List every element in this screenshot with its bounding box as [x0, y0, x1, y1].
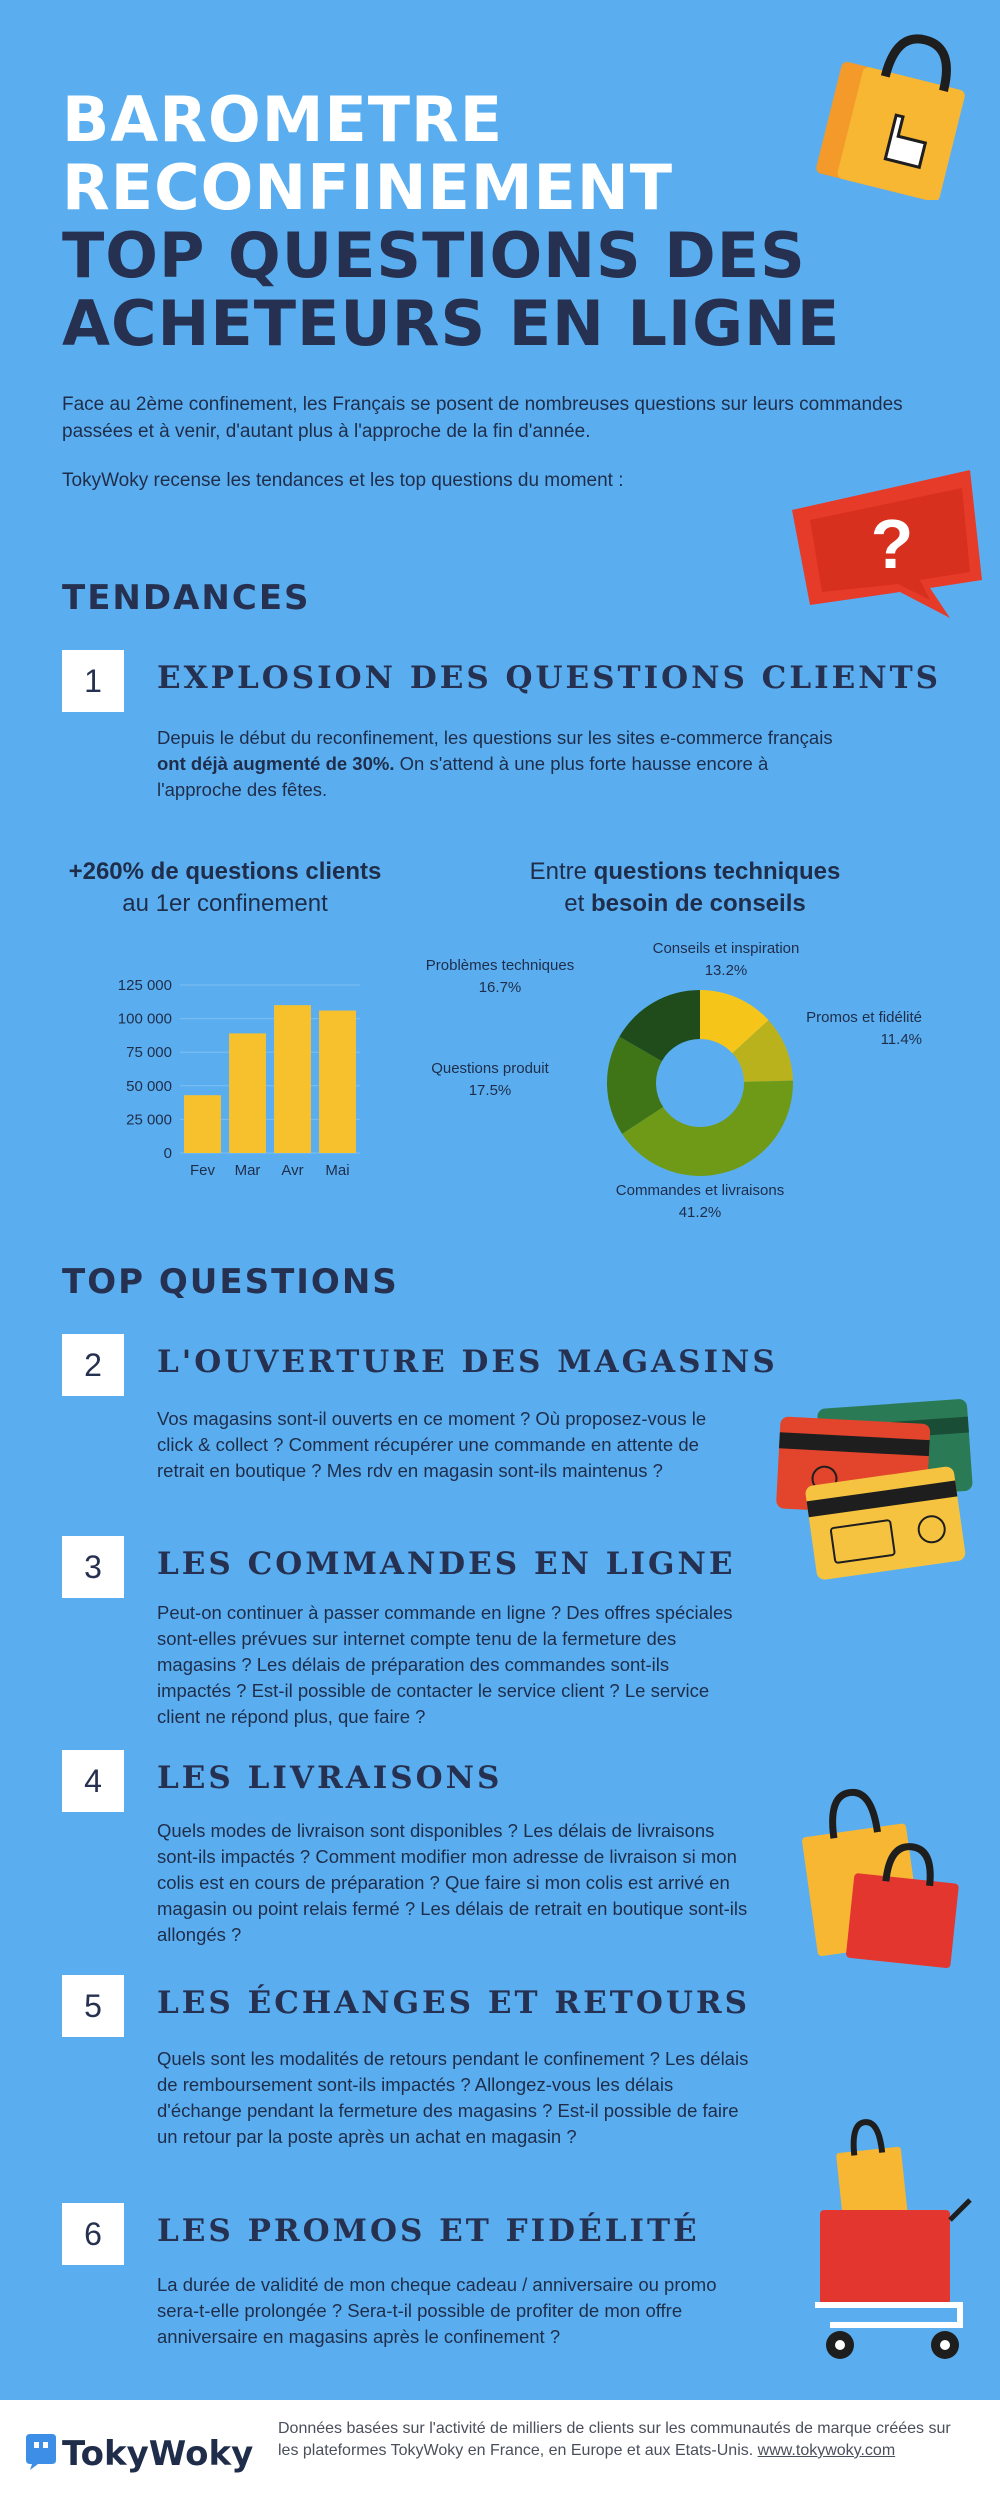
- shopping-bags-icon: [800, 1770, 970, 1970]
- donut-slice-label: Conseils et inspiration: [652, 940, 800, 957]
- question-bubble-icon: [780, 460, 990, 630]
- item-6-title: LES PROMOS ET FIDÉLITÉ: [157, 2213, 700, 2249]
- bar-y-tick-label: 100 000: [117, 1010, 172, 1028]
- pie-title-part-2: et: [564, 890, 591, 917]
- title-line-4: ACHETEURS EN LIGNE: [62, 287, 841, 360]
- footer-brand: TokyWoky: [62, 2434, 254, 2474]
- bar-x-tick-label: Avr: [281, 1162, 304, 1179]
- bar-avr: [274, 1005, 311, 1153]
- donut-slice-label: Promos et fidélité: [806, 1009, 922, 1026]
- bar-y-tick-label: 25 000: [126, 1111, 172, 1129]
- pie-title-bold-1: questions techniques: [593, 858, 841, 885]
- intro-paragraph-2: TokyWoky recense les tendances et les top questions du moment :: [62, 470, 624, 491]
- pie-title-bold-2: besoin de conseils: [590, 890, 806, 917]
- bar-x-tick-label: Mar: [234, 1162, 261, 1179]
- pie-chart-title-line-2: [470, 888, 900, 920]
- item-1-text-end: On s'attend à une plus forte hausse encore à l'approche des fêtes.: [157, 753, 769, 800]
- intro-paragraph-1: Face au 2ème confinement, les Français se posent de nombreuses questions sur leurs commandes passées et à venir, d'autant plus à l'approche de la fin d'année.: [62, 394, 903, 442]
- shopping-cart-icon: [810, 2110, 990, 2370]
- bar-fev: [184, 1095, 221, 1153]
- item-4-title: LES LIVRAISONS: [157, 1760, 503, 1796]
- credit-cards-icon: [770, 1390, 980, 1590]
- item-6-text: La durée de validité de mon cheque cadeau / anniversaire ou promo sera-t-elle prolongée ? Sera-t-il possible de profiter de mon offre anniversaire en magasins après le confinement ?: [157, 2274, 717, 2347]
- title-line-2: RECONFINEMENT: [62, 151, 674, 224]
- item-3-text: Peut-on continuer à passer commande en ligne ? Des offres spéciales sont-elles prévues sur internet compte tenu de la fermeture des magasins ? Les délais de préparation des commandes sont-ils impactés ? Est-il possible de contacter le service client ? Le service client ne répond plus, que faire ?: [157, 1602, 733, 1727]
- bar-y-tick-label: 50 000: [126, 1077, 172, 1095]
- bar-chart-title: [45, 856, 405, 920]
- title-line-1: BAROMETRE: [62, 83, 504, 156]
- tokywoky-logo-icon: [24, 2432, 58, 2472]
- item-1-number: 1: [62, 650, 124, 712]
- bar-x-tick-label: Fev: [189, 1162, 216, 1179]
- item-2-number: 2: [62, 1334, 124, 1396]
- footer-description: Données basées sur l'activité de milliers de clients sur les communautés de marque créées sur les plateformes TokyWoky en France, en Europe et aux Etats-Unis.: [278, 2420, 951, 2459]
- footer-link[interactable]: www.tokywoky.com: [757, 2442, 896, 2459]
- donut-slice-percent: 11.4%: [880, 1031, 922, 1048]
- item-2-text: Vos magasins sont-il ouverts en ce moment ? Où proposez-vous le click & collect ? Comment récupérer une commande en attente de retrait en boutique ? Mes rdv en magasin sont-ils maintenus ?: [157, 1408, 707, 1481]
- item-3-title: LES COMMANDES EN LIGNE: [157, 1546, 736, 1582]
- bar-y-tick-label: 75 000: [126, 1044, 172, 1062]
- bar-chart-title-bold: +260% de questions clients: [68, 858, 382, 885]
- pie-chart-title-line-1: [470, 856, 900, 888]
- svg-text:?: ?: [870, 505, 914, 583]
- bar-y-tick-label: 0: [163, 1145, 172, 1162]
- section-top-questions-heading: TOP QUESTIONS: [62, 1262, 399, 1302]
- item-6-number: 6: [62, 2203, 124, 2265]
- donut-slice-percent: 13.2%: [704, 962, 748, 979]
- footer-text: [278, 2418, 968, 2462]
- donut-slice-percent: 17.5%: [468, 1082, 512, 1099]
- shopping-bag-icon: [810, 20, 980, 200]
- bar-y-tick-label: 125 000: [117, 977, 172, 994]
- donut-slice-label: Commandes et livraisons: [615, 1182, 785, 1199]
- bar-chart-title-subtitle: au 1er confinement: [122, 890, 328, 917]
- item-1-text: [157, 725, 857, 803]
- item-4-number: 4: [62, 1750, 124, 1812]
- title-line-3: TOP QUESTIONS DES: [62, 219, 806, 292]
- bar-mar: [229, 1033, 266, 1153]
- item-2-title: L'OUVERTURE DES MAGASINS: [157, 1344, 778, 1380]
- section-tendances-heading: TENDANCES: [62, 578, 311, 618]
- item-1-text-bold: ont déjà augmenté de 30%.: [157, 753, 395, 774]
- donut-slice-percent: 41.2%: [678, 1204, 722, 1221]
- donut-slice-percent: 16.7%: [478, 979, 522, 996]
- item-5-text: Quels sont les modalités de retours pendant le confinement ? Les délais de remboursement sont-ils impactés ? Allongez-vous les délais d'échange pendant la fermeture des magasins ? Est-il possible de faire un retour par la poste après un achat en magasin ?: [157, 2048, 749, 2147]
- donut-slice-label: Questions produit: [431, 1060, 549, 1077]
- item-5-title: LES ÉCHANGES ET RETOURS: [157, 1985, 751, 2021]
- pie-title-part-1: Entre: [529, 858, 594, 885]
- bar-x-tick-label: Mai: [325, 1162, 350, 1179]
- donut-chart: [410, 930, 990, 1230]
- pie-chart-title: [470, 856, 900, 920]
- item-5-number: 5: [62, 1975, 124, 2037]
- item-3-number: 3: [62, 1536, 124, 1598]
- footer: [0, 2400, 1000, 2500]
- item-1-text-start: Depuis le début du reconfinement, les questions sur les sites e-commerce français: [157, 727, 833, 748]
- donut-slice-label: Problèmes techniques: [425, 957, 575, 974]
- bar-mai: [319, 1011, 356, 1153]
- item-1-title: EXPLOSION DES QUESTIONS CLIENTS: [157, 660, 942, 696]
- item-4-text: Quels modes de livraison sont disponibles ? Les délais de livraisons sont-ils impactés ? Comment modifier mon adresse de livraison si mon colis est en cours de préparation ? Que faire si mon colis est arrivé en magasin ou point relais fermé ? Les délais de retrait en boutique sont-ils allongés ?: [157, 1820, 748, 1945]
- bar-chart: [80, 970, 370, 1190]
